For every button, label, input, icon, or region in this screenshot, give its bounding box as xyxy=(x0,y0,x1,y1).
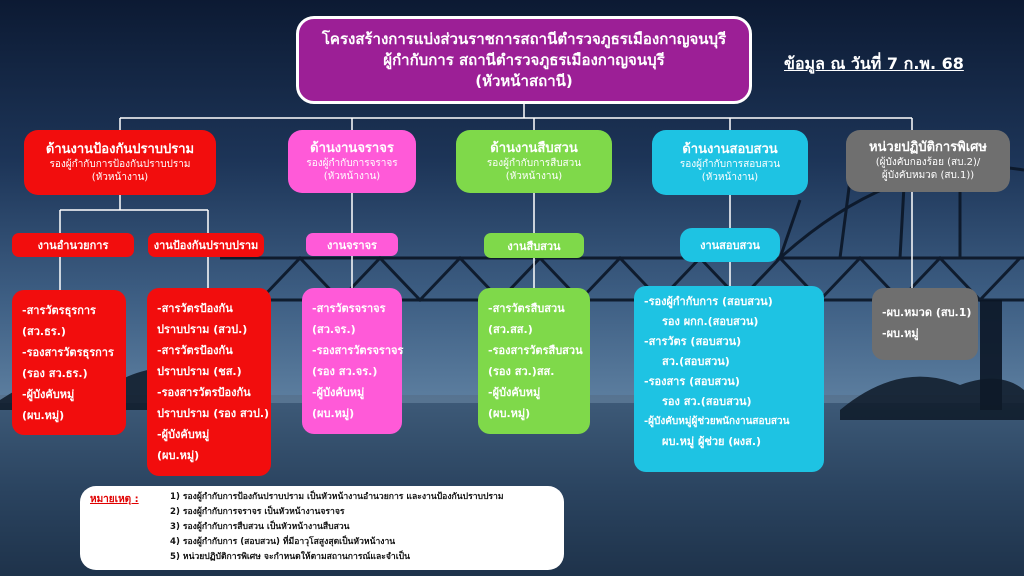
list-item: -ผบ.หมู่ xyxy=(882,327,919,340)
dept-sub: (หัวหน้างาน) xyxy=(701,171,759,183)
dept-crime-prevention xyxy=(24,130,216,195)
list-item: ปราบปราม (สวป.) xyxy=(157,323,248,336)
dept-sub: (ผู้บังคับกองร้อย (สบ.2)/ xyxy=(875,157,981,168)
list-item: (ผบ.หมู่) xyxy=(488,407,531,420)
note-item: 3) รองผู้กำกับการสืบสวน เป็นหัวหน้างานสืบสวน xyxy=(170,522,350,532)
list-item: (สว.ธร.) xyxy=(22,325,66,338)
dept-special-ops xyxy=(846,130,1010,192)
unit-investigation: งานสืบสวน xyxy=(484,233,584,258)
list-crime-prevention xyxy=(147,288,271,476)
list-admin xyxy=(12,290,126,435)
list-item: -สารวัตร (สอบสวน) xyxy=(644,335,742,348)
list-item: -รองสารวัตรจราจร xyxy=(312,344,404,357)
dept-sub: ผู้บังคับหมวด (สบ.1)) xyxy=(881,170,975,181)
list-item: (ผบ.หมู่) xyxy=(22,409,65,422)
dept-sub: (หัวหน้างาน) xyxy=(323,170,381,182)
list-item: -สารวัตรสืบสวน xyxy=(488,302,565,315)
list-item: (สว.สส.) xyxy=(488,323,533,336)
data-date: ข้อมูล ณ วันที่ 7 ก.พ. 68 xyxy=(784,54,964,73)
notes-box xyxy=(80,486,564,570)
notes-label: หมายเหตุ : xyxy=(90,494,139,505)
list-item: -รองสาร (สอบสวน) xyxy=(644,375,740,388)
dept-sub: รองผู้กำกับการจราจร xyxy=(306,157,398,169)
list-special-ops xyxy=(872,288,978,360)
list-item: -รองสารวัตรป้องกัน xyxy=(157,386,251,399)
list-item: -ผู้บังคับหมู่ xyxy=(22,388,75,401)
list-item: -สารวัตรธุรการ xyxy=(22,304,96,317)
list-item: ผบ.หมู่ ผู้ช่วย (ผงส.) xyxy=(662,435,762,448)
list-item: (รอง สว.จร.) xyxy=(312,365,378,378)
list-item: -รองผู้กำกับการ (สอบสวน) xyxy=(644,295,773,308)
note-item: 5) หน่วยปฏิบัติการพิเศษ จะกำหนดให้ตามสถานการณ์และจำเป็น xyxy=(170,552,410,562)
list-item: รอง สว.(สอบสวน) xyxy=(662,395,752,408)
list-item: -ผบ.หมวด (สบ.1) xyxy=(882,306,972,319)
list-item: -ผู้บังคับหมู่ xyxy=(488,386,541,399)
dept-inquiry xyxy=(652,130,808,195)
dept-traffic xyxy=(288,130,416,193)
unit-traffic: งานจราจร xyxy=(306,233,398,256)
list-item: -สารวัตรป้องกัน xyxy=(157,302,233,315)
list-item: สว.(สอบสวน) xyxy=(662,355,730,368)
list-item: (สว.จร.) xyxy=(312,323,356,336)
list-item: -สารวัตรป้องกัน xyxy=(157,344,233,357)
unit-inquiry: งานสอบสวน xyxy=(680,228,780,262)
station-head-label: (หัวหน้าสถานี) xyxy=(475,71,573,90)
list-item: -ผู้บังคับหมู่ผู้ช่วยพนักงานสอบสวน xyxy=(644,416,790,427)
list-item: (รอง สว.)สส. xyxy=(488,365,555,378)
dept-sub: รองผู้กำกับการสอบสวน xyxy=(679,158,781,170)
superintendent-title: ผู้กำกับการ สถานีตำรวจภูธรเมืองกาญจนบุรี xyxy=(383,50,665,69)
org-title: โครงสร้างการแบ่งส่วนราชการสถานีตำรวจภูธรเมืองกาญจนบุรี xyxy=(321,29,727,48)
list-item: (ผบ.หมู่) xyxy=(312,407,355,420)
station-head-box xyxy=(296,16,752,104)
note-item: 4) รองผู้กำกับการ (สอบสวน) ที่มีอาวุโสสูงสุดเป็นหัวหน้างาน xyxy=(170,537,396,547)
notes-list xyxy=(170,490,504,566)
note-item: 1) รองผู้กำกับการป้องกันปราบปราม เป็นหัวหน้างานอำนวยการ และงานป้องกันปราบปราม xyxy=(170,492,504,502)
dept-sub: รองผู้กำกับการสืบสวน xyxy=(486,157,582,169)
note-item: 2) รองผู้กำกับการจราจร เป็นหัวหน้างานจราจร xyxy=(170,507,345,517)
list-item: -ผู้บังคับหมู่ xyxy=(312,386,365,399)
list-traffic xyxy=(302,288,402,434)
list-item: ปราบปราม (ชส.) xyxy=(157,365,242,378)
dept-title: หน่วยปฏิบัติการพิเศษ xyxy=(868,140,988,155)
list-item: -รองสารวัตรธุรการ xyxy=(22,346,114,359)
list-item: รอง ผกก.(สอบสวน) xyxy=(662,315,759,328)
unit-crime-prevention: งานป้องกันปราบปราม xyxy=(148,233,264,257)
list-item: -ผู้บังคับหมู่ xyxy=(157,428,210,441)
dept-investigation xyxy=(456,130,612,193)
unit-admin: งานอำนวยการ xyxy=(12,233,134,257)
list-item: ปราบปราม (รอง สวป.) xyxy=(157,407,270,420)
list-item: (ผบ.หมู่) xyxy=(157,449,200,462)
dept-title: ด้านงานสอบสวน xyxy=(682,141,778,157)
list-item: -รองสารวัตรสืบสวน xyxy=(488,344,583,357)
list-investigation xyxy=(478,288,590,434)
list-item: (รอง สว.ธร.) xyxy=(22,367,88,380)
dept-sub: รองผู้กำกับการป้องกันปราบปราม xyxy=(49,158,191,170)
list-inquiry xyxy=(634,286,824,472)
dept-sub: (หัวหน้างาน) xyxy=(91,171,149,183)
list-item: -สารวัตรจราจร xyxy=(312,302,386,315)
dept-title: ด้านงานป้องกันปราบปราม xyxy=(45,141,195,157)
dept-title: ด้านงานสืบสวน xyxy=(490,140,578,156)
dept-title: ด้านงานจราจร xyxy=(310,140,394,156)
dept-sub: (หัวหน้างาน) xyxy=(505,170,563,182)
